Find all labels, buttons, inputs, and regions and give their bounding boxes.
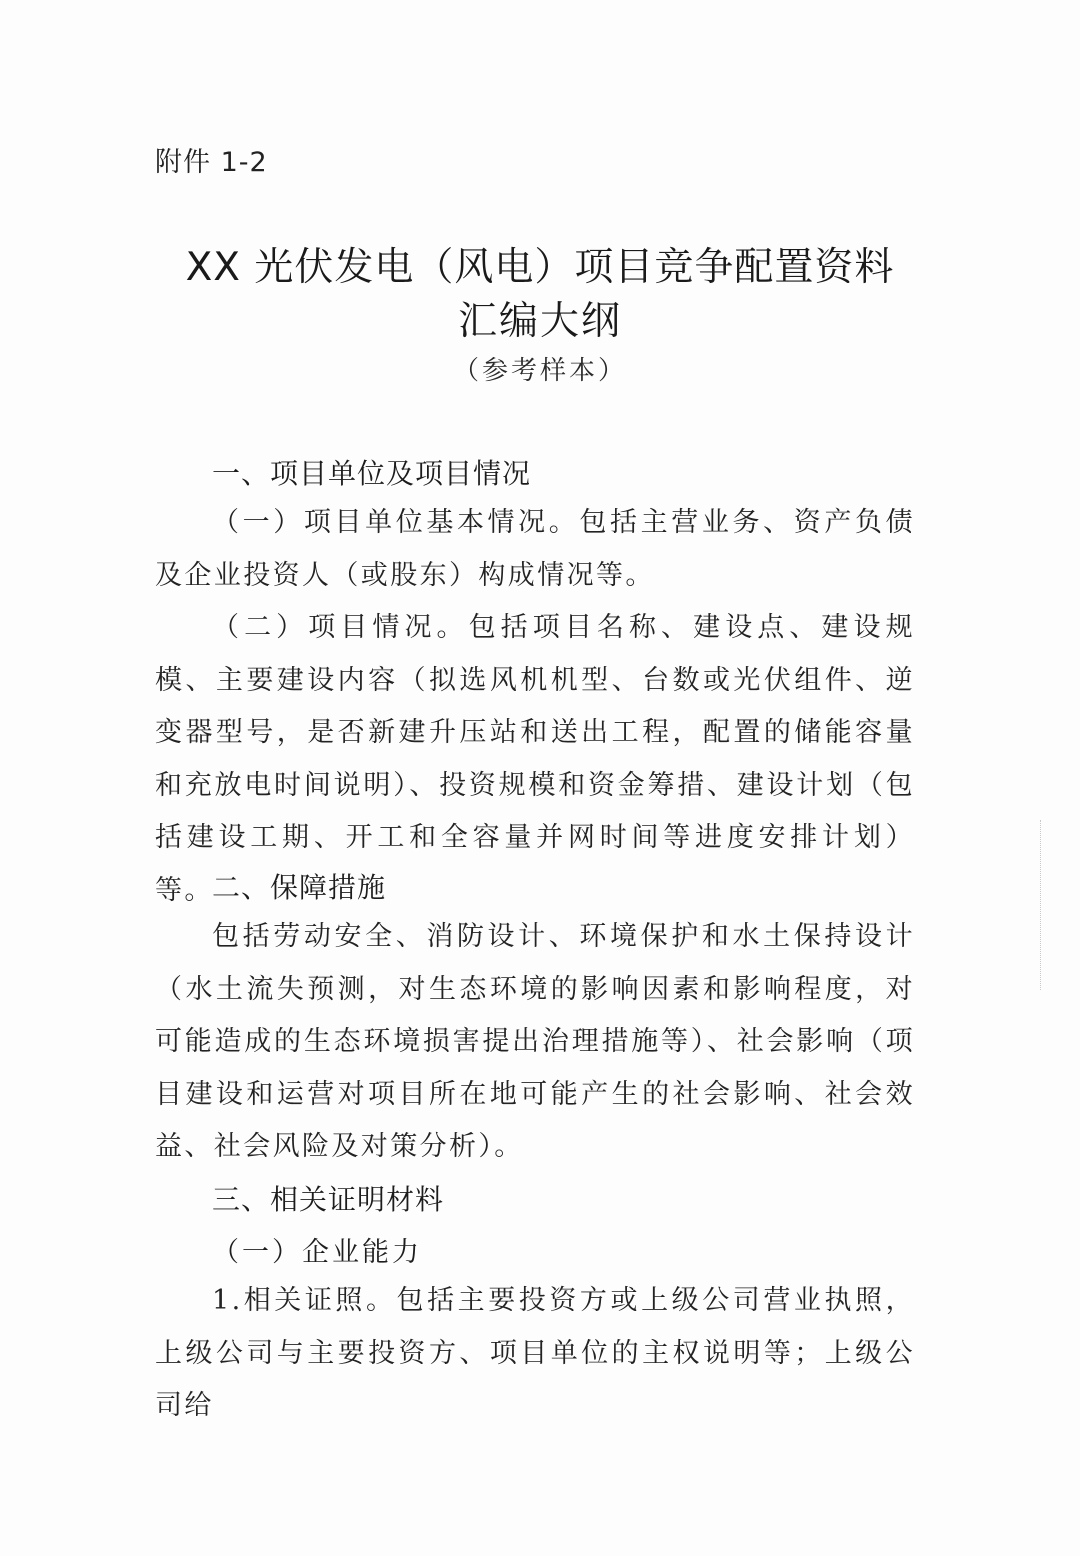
document-subtitle: （参考样本） xyxy=(452,356,627,386)
section-2-paragraph: 包括劳动安全、消防设计、环境保护和水土保持设计（水土流失预测，对生态环境的影响因素和影响程度，对可能造成的生态环境损害提出治理措施等）、社会影响（项目建设和运营对项目所在地可能产生的社会影响、社会效益、社会风险及对策分析）。 xyxy=(155,921,915,1162)
scan-edge-marks xyxy=(1040,820,1045,990)
section-3-heading: 三、相关证明材料 xyxy=(212,1183,445,1216)
section-1-paragraph-2: （二）项目情况。包括项目名称、建设点、建设规模、主要建设内容（拟选风机机型、台数或光伏组件、逆变器型号，是否新建升压站和送出工程，配置的储能容量和充放电时间说明）、投资规模和资金筹措、建设计划（包括建设工期、开工和全容量并网时间等进度安排计划）等。 xyxy=(155,612,915,906)
attachment-label: 附件 1-2 xyxy=(155,147,268,178)
section-1-paragraph-1: （一）项目单位基本情况。包括主营业务、资产负债及企业投资人（或股东）构成情况等。 xyxy=(155,507,915,591)
document-title-line2: 汇编大纲 xyxy=(457,299,622,344)
section-2-heading: 二、保障措施 xyxy=(212,871,387,904)
section-3-item-1: 1.相关证照。包括主要投资方或上级公司营业执照，上级公司与主要投资方、项目单位的主权说明等；上级公司给 xyxy=(155,1285,915,1421)
section-3-subheading-1: （一）企业能力 xyxy=(212,1237,422,1268)
section-1-heading: 一、项目单位及项目情况 xyxy=(212,457,532,490)
document-title-line1: XX 光伏发电（风电）项目竞争配置资料 xyxy=(185,245,895,290)
